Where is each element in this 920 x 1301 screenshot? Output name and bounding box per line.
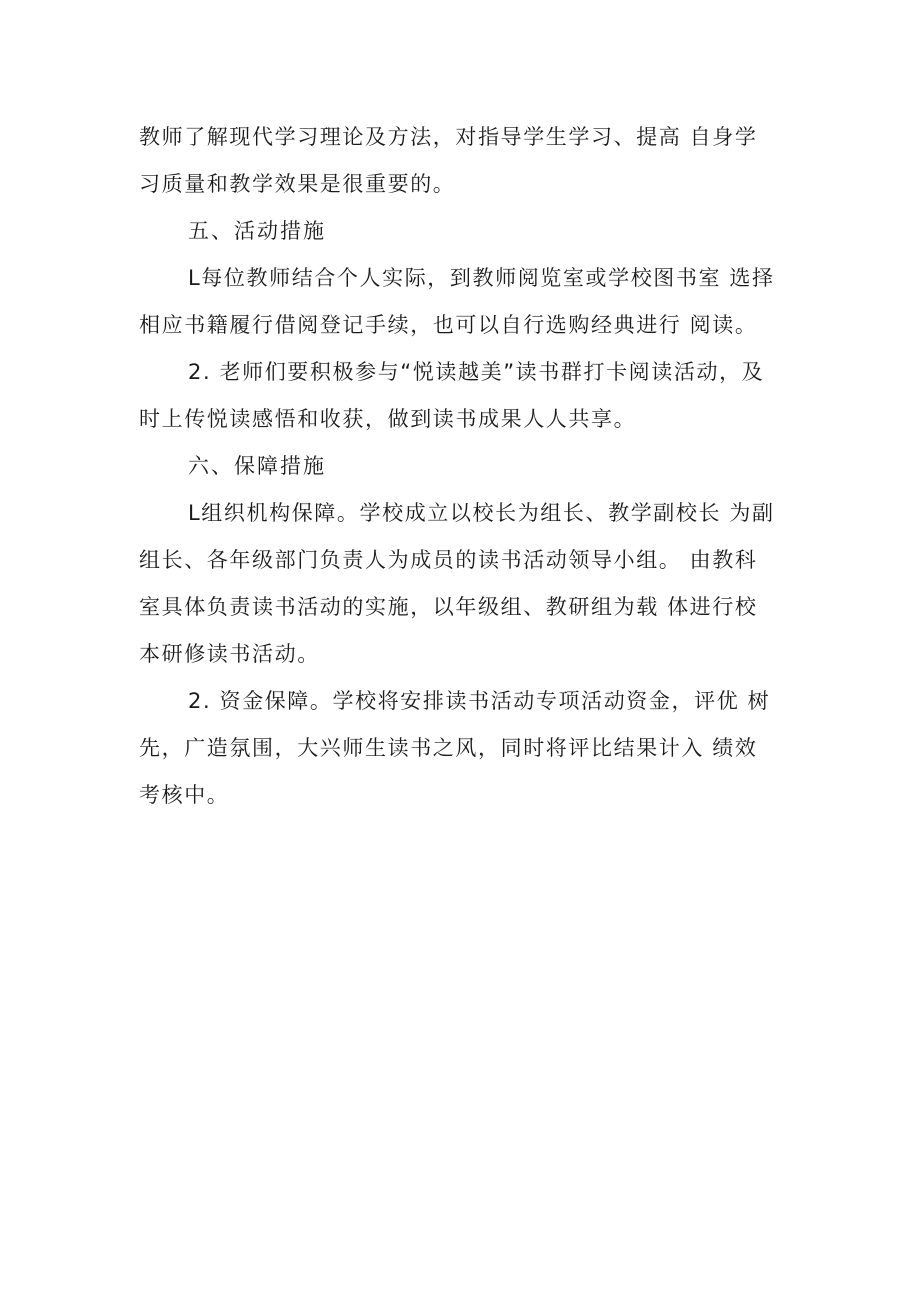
section-heading-five [139, 208, 784, 255]
text-line: L每位教师结合个人实际，到教师阅览室或学校图书室 选择 [188, 266, 775, 290]
text-line: L组织机构保障。学校成立以校长为组长、教学副校长 为副 [188, 501, 775, 525]
text-line: 教师了解现代学习理论及方法，对指导学生学习、提高 自身学 [139, 125, 758, 149]
text-line: 考核中。 [139, 783, 230, 807]
paragraph-measure-1 [139, 255, 784, 349]
text-line: 时上传悦读感悟和收获，做到读书成果人人共享。 [139, 407, 637, 431]
text-line: 组长、各年级部门负责人为成员的读书活动领导小组。 由教科 [139, 548, 758, 572]
heading-line: 五、活动措施 [188, 219, 326, 243]
section-heading-six [139, 443, 784, 490]
text-line: 2. 老师们要积极参与“悦读越美”读书群打卡阅读活动，及 [188, 360, 765, 384]
text-line: 先，广造氛围，大兴师生读书之风，同时将评比结果计入 绩效 [139, 736, 758, 760]
text-line: 2. 资金保障。学校将安排读书活动专项活动资金，评优 树 [188, 689, 771, 713]
text-line: 习质量和教学效果是很重要的。 [139, 172, 456, 196]
paragraph-measure-2 [139, 349, 784, 443]
text-line: 本研修读书活动。 [139, 642, 320, 666]
heading-line: 六、保障措施 [188, 454, 326, 478]
paragraph-guarantee-2 [139, 678, 784, 819]
text-line: 相应书籍履行借阅登记手续，也可以自行选购经典进行 阅读。 [139, 313, 758, 337]
text-line: 室具体负责读书活动的实施，以年级组、教研组为载 体进行校 [139, 595, 758, 619]
document-body [139, 114, 784, 819]
paragraph-guarantee-1 [139, 490, 784, 678]
paragraph-intro [139, 114, 784, 208]
